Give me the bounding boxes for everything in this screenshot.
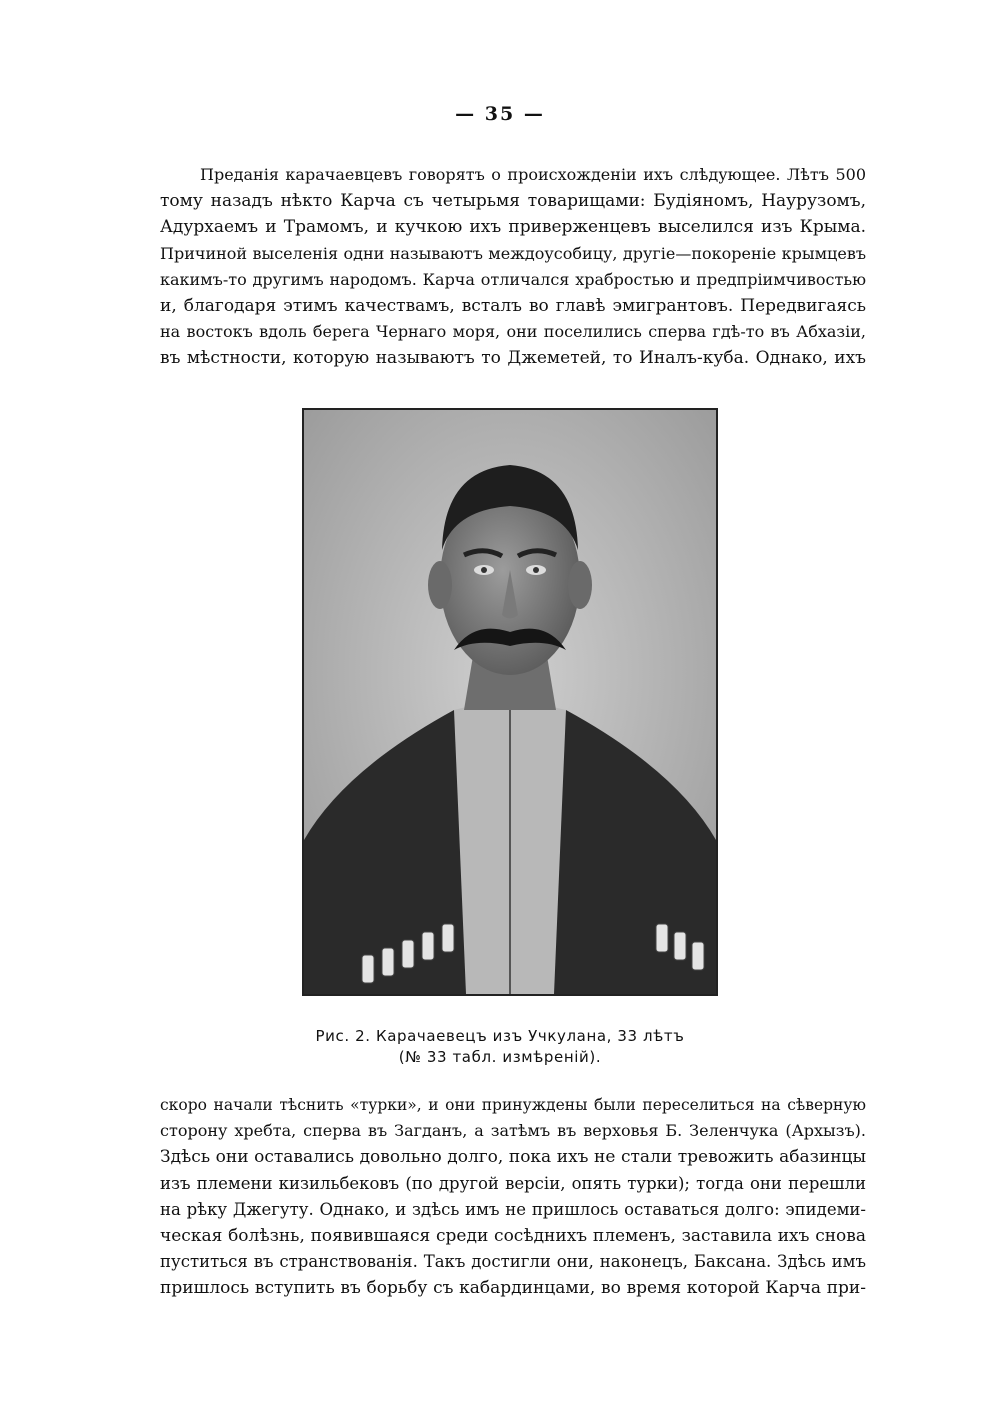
text-line: на рѣку Джегуту. Однако, и здѣсь имъ не пришлось оставаться долго: эпидеми- [160,1199,866,1219]
text-line: сторону хребта, сперва въ Загданъ, а затѣмъ въ верховья Б. Зеленчука (Архызъ). [160,1121,866,1141]
text-line: пришлось вступить въ борьбу съ кабардинцами, во время которой Карча при- [160,1278,866,1299]
text-line: скоро начали тѣснить «турки», и они принуждены были переселиться на сѣверную [160,1096,866,1114]
text-line: тому назадъ нѣкто Карча съ четырьмя товарищами: Будіяномъ, Наурузомъ, [160,191,866,212]
text-line: ческая болѣзнь, появившаяся среди сосѣднихъ племенъ, заставила ихъ снова [160,1225,866,1246]
text-line: Причиной выселенія одни называютъ междоусобицу, другіе—покореніе крымцевъ [160,243,866,263]
text-line: Преданія карачаевцевъ говорятъ о происхожденіи ихъ слѣдующее. Лѣтъ 500 [200,165,866,184]
page-number: — 35 — [455,103,545,125]
text-line: на востокъ вдоль берега Чернаго моря, они поселились сперва гдѣ-то въ Абхазіи, [160,322,866,342]
caption-line: (№ 33 табл. измѣреній). [398,1048,602,1066]
portrait-photo [302,408,718,996]
text-line: какимъ-то другимъ народомъ. Карча отличался храбростью и предпріимчивостью [160,269,866,289]
text-line: и, благодаря этимъ качествамъ, всталъ во главѣ эмигрантовъ. Передвигаясь [160,295,866,316]
paragraph-bottom [160,1092,866,1302]
text-line: пуститься въ странствованія. Такъ достигли они, наконецъ, Баксана. Здѣсь имъ [160,1252,866,1272]
text-line: въ мѣстности, которую называютъ то Джеметей, то Иналъ-куба. Однако, ихъ [160,348,866,369]
text-line: Адурхаемъ и Трамомъ, и кучкою ихъ приверженцевъ выселился изъ Крыма. [160,217,866,238]
text-line: Здѣсь они оставались довольно долго, пока ихъ не стали тревожить абазинцы [160,1147,866,1168]
text-line: изъ племени кизильбековъ (по другой версіи, опять турки); тогда они перешли [160,1173,866,1193]
figure-caption [0,1026,1000,1068]
paragraph-top [160,162,866,372]
caption-line: Рис. 2. Карачаевецъ изъ Учкулана, 33 лѣтъ [315,1027,685,1045]
